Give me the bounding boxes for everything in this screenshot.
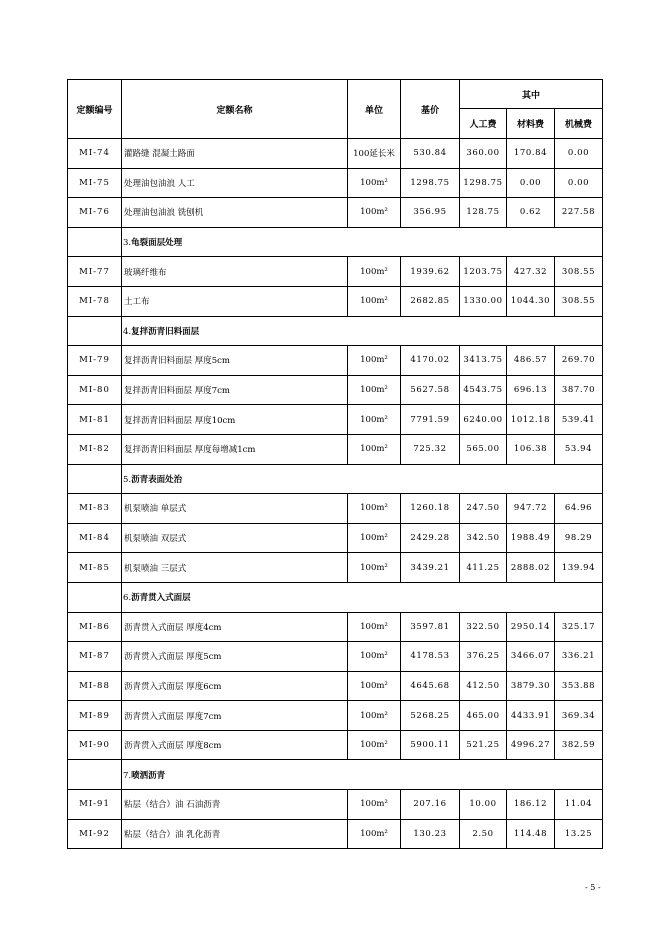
base-price-cell: 1298.75 [401, 168, 460, 198]
base-price-cell: 1260.18 [401, 494, 460, 524]
name-cell: 沥青贯入式面层 厚度4cm [122, 612, 348, 642]
section-code-cell [68, 464, 122, 494]
table-row [68, 434, 603, 464]
name-cell: 机泵喷油 单层式 [122, 494, 348, 524]
machine-cost-cell: 387.70 [555, 375, 603, 405]
table-row [68, 168, 603, 198]
base-price-cell: 4178.53 [401, 642, 460, 672]
labor-cost-cell: 247.50 [460, 494, 507, 524]
table-row [68, 790, 603, 820]
base-price-cell: 356.95 [401, 198, 460, 228]
unit-cell: 100m² [348, 790, 401, 820]
unit-cell: 100m² [348, 819, 401, 849]
material-cost-cell: 170.84 [507, 139, 555, 169]
code-cell: MI-87 [68, 642, 122, 672]
table-row [68, 286, 603, 316]
header-unit: 单位 [348, 80, 401, 139]
material-cost-cell: 3879.30 [507, 671, 555, 701]
machine-cost-cell: 325.17 [555, 612, 603, 642]
table-row [68, 405, 603, 435]
labor-cost-cell: 342.50 [460, 523, 507, 553]
name-cell: 机泵喷油 双层式 [122, 523, 348, 553]
unit-cell: 100m² [348, 701, 401, 731]
code-cell: MI-77 [68, 257, 122, 287]
labor-cost-cell: 128.75 [460, 198, 507, 228]
machine-cost-cell: 269.70 [555, 346, 603, 376]
section-title: 喷洒沥青 [131, 770, 166, 781]
material-cost-cell: 486.57 [507, 346, 555, 376]
material-cost-cell: 106.38 [507, 434, 555, 464]
section-title: 沥青贯入式面层 [131, 593, 191, 604]
code-cell: MI-86 [68, 612, 122, 642]
table-row [68, 494, 603, 524]
unit-cell: 100m² [348, 612, 401, 642]
base-price-cell: 1939.62 [401, 257, 460, 287]
machine-cost-cell: 13.25 [555, 819, 603, 849]
section-number: 7. [123, 770, 132, 781]
labor-cost-cell: 4543.75 [460, 375, 507, 405]
material-cost-cell: 427.32 [507, 257, 555, 287]
unit-cell: 100m² [348, 642, 401, 672]
name-cell: 沥青贯入式面层 厚度6cm [122, 671, 348, 701]
base-price-cell: 725.32 [401, 434, 460, 464]
material-cost-cell: 114.48 [507, 819, 555, 849]
base-price-cell: 5900.11 [401, 730, 460, 760]
material-cost-cell: 1044.30 [507, 286, 555, 316]
code-cell: MI-74 [68, 139, 122, 169]
material-cost-cell: 0.62 [507, 198, 555, 228]
material-cost-cell: 0.00 [507, 168, 555, 198]
unit-cell: 100m² [348, 494, 401, 524]
name-cell: 粘层（结合）油 石油沥青 [122, 790, 348, 820]
code-cell: MI-83 [68, 494, 122, 524]
section-number: 4. [123, 326, 132, 337]
machine-cost-cell: 11.04 [555, 790, 603, 820]
material-cost-cell: 947.72 [507, 494, 555, 524]
section-number: 3. [123, 238, 132, 249]
material-cost-cell: 3466.07 [507, 642, 555, 672]
unit-cell: 100m² [348, 286, 401, 316]
machine-cost-cell: 0.00 [555, 168, 603, 198]
section-row [68, 760, 603, 790]
unit-cell: 100m² [348, 346, 401, 376]
section-code-cell [68, 582, 122, 612]
base-price-cell: 530.84 [401, 139, 460, 169]
table-row [68, 375, 603, 405]
table-row [68, 553, 603, 583]
name-cell: 复拌沥青旧料面层 厚度7cm [122, 375, 348, 405]
code-cell: MI-92 [68, 819, 122, 849]
material-cost-cell: 2950.14 [507, 612, 555, 642]
material-cost-cell: 2888.02 [507, 553, 555, 583]
base-price-cell: 207.16 [401, 790, 460, 820]
unit-cell: 100m² [348, 257, 401, 287]
machine-cost-cell: 53.94 [555, 434, 603, 464]
header-material: 材料费 [507, 109, 555, 139]
base-price-cell: 2682.85 [401, 286, 460, 316]
labor-cost-cell: 565.00 [460, 434, 507, 464]
table-row [68, 346, 603, 376]
unit-cell: 100m² [348, 434, 401, 464]
section-code-cell [68, 760, 122, 790]
name-cell: 处理油包油浪 铣刨机 [122, 198, 348, 228]
machine-cost-cell: 539.41 [555, 405, 603, 435]
code-cell: MI-75 [68, 168, 122, 198]
name-cell: 沥青贯入式面层 厚度8cm [122, 730, 348, 760]
section-title: 复拌沥青旧料面层 [131, 326, 200, 337]
code-cell: MI-81 [68, 405, 122, 435]
base-price-cell: 5268.25 [401, 701, 460, 731]
labor-cost-cell: 1203.75 [460, 257, 507, 287]
labor-cost-cell: 465.00 [460, 701, 507, 731]
labor-cost-cell: 6240.00 [460, 405, 507, 435]
header-labor: 人工费 [460, 109, 507, 139]
material-cost-cell: 696.13 [507, 375, 555, 405]
machine-cost-cell: 0.00 [555, 139, 603, 169]
table-row [68, 523, 603, 553]
name-cell: 复拌沥青旧料面层 厚度5cm [122, 346, 348, 376]
header-code: 定额编号 [68, 80, 122, 139]
code-cell: MI-89 [68, 701, 122, 731]
page-number: - 5 - [585, 883, 601, 892]
material-cost-cell: 1012.18 [507, 405, 555, 435]
header-of-which: 其中 [460, 80, 603, 109]
section-row [68, 227, 603, 257]
table-row [68, 730, 603, 760]
table-body [68, 139, 603, 849]
code-cell: MI-88 [68, 671, 122, 701]
material-cost-cell: 1988.49 [507, 523, 555, 553]
section-code-cell [68, 227, 122, 257]
name-cell: 复拌沥青旧料面层 厚度每增减1cm [122, 434, 348, 464]
machine-cost-cell: 308.55 [555, 257, 603, 287]
name-cell: 处理油包油浪 人工 [122, 168, 348, 198]
section-title-cell [122, 464, 603, 494]
machine-cost-cell: 139.94 [555, 553, 603, 583]
table-row [68, 701, 603, 731]
labor-cost-cell: 412.50 [460, 671, 507, 701]
code-cell: MI-79 [68, 346, 122, 376]
name-cell: 玻璃纤维布 [122, 257, 348, 287]
machine-cost-cell: 382.59 [555, 730, 603, 760]
unit-cell: 100m² [348, 730, 401, 760]
code-cell: MI-85 [68, 553, 122, 583]
base-price-cell: 3597.81 [401, 612, 460, 642]
quota-table-container [67, 79, 602, 849]
name-cell: 粘层（结合）油 乳化沥青 [122, 819, 348, 849]
unit-cell: 100m² [348, 405, 401, 435]
section-title: 龟裂面层处理 [131, 238, 183, 249]
table-row [68, 612, 603, 642]
base-price-cell: 4170.02 [401, 346, 460, 376]
base-price-cell: 2429.28 [401, 523, 460, 553]
machine-cost-cell: 369.34 [555, 701, 603, 731]
machine-cost-cell: 308.55 [555, 286, 603, 316]
code-cell: MI-91 [68, 790, 122, 820]
section-number: 6. [123, 593, 132, 604]
section-title-cell [122, 582, 603, 612]
unit-cell: 100m² [348, 553, 401, 583]
section-code-cell [68, 316, 122, 346]
labor-cost-cell: 1330.00 [460, 286, 507, 316]
section-number: 5. [123, 474, 132, 485]
base-price-cell: 3439.21 [401, 553, 460, 583]
code-cell: MI-84 [68, 523, 122, 553]
name-cell: 复拌沥青旧料面层 厚度10cm [122, 405, 348, 435]
base-price-cell: 7791.59 [401, 405, 460, 435]
machine-cost-cell: 353.88 [555, 671, 603, 701]
labor-cost-cell: 3413.75 [460, 346, 507, 376]
quota-table [67, 79, 603, 849]
unit-cell: 100m² [348, 671, 401, 701]
section-title-cell [122, 760, 603, 790]
unit-cell: 100m² [348, 523, 401, 553]
table-row [68, 198, 603, 228]
name-cell: 灌路缝 混凝土路面 [122, 139, 348, 169]
unit-cell: 100m² [348, 168, 401, 198]
machine-cost-cell: 98.29 [555, 523, 603, 553]
section-row [68, 464, 603, 494]
base-price-cell: 4645.68 [401, 671, 460, 701]
machine-cost-cell: 227.58 [555, 198, 603, 228]
name-cell: 土工布 [122, 286, 348, 316]
section-title-cell [122, 227, 603, 257]
section-title-cell [122, 316, 603, 346]
labor-cost-cell: 360.00 [460, 139, 507, 169]
table-row [68, 642, 603, 672]
section-row [68, 582, 603, 612]
unit-cell: 100m² [348, 198, 401, 228]
table-row [68, 139, 603, 169]
table-row [68, 671, 603, 701]
material-cost-cell: 4996.27 [507, 730, 555, 760]
code-cell: MI-82 [68, 434, 122, 464]
code-cell: MI-80 [68, 375, 122, 405]
code-cell: MI-78 [68, 286, 122, 316]
machine-cost-cell: 64.96 [555, 494, 603, 524]
material-cost-cell: 186.12 [507, 790, 555, 820]
name-cell: 沥青贯入式面层 厚度5cm [122, 642, 348, 672]
header-machine: 机械费 [555, 109, 603, 139]
material-cost-cell: 4433.91 [507, 701, 555, 731]
code-cell: MI-76 [68, 198, 122, 228]
base-price-cell: 5627.58 [401, 375, 460, 405]
header-base-price: 基价 [401, 80, 460, 139]
base-price-cell: 130.23 [401, 819, 460, 849]
section-title: 沥青表面处治 [131, 474, 183, 485]
machine-cost-cell: 336.21 [555, 642, 603, 672]
header-name: 定额名称 [122, 80, 348, 139]
table-row [68, 819, 603, 849]
section-row [68, 316, 603, 346]
labor-cost-cell: 521.25 [460, 730, 507, 760]
labor-cost-cell: 10.00 [460, 790, 507, 820]
labor-cost-cell: 2.50 [460, 819, 507, 849]
labor-cost-cell: 411.25 [460, 553, 507, 583]
code-cell: MI-90 [68, 730, 122, 760]
table-header [68, 80, 603, 139]
name-cell: 机泵喷油 三层式 [122, 553, 348, 583]
labor-cost-cell: 1298.75 [460, 168, 507, 198]
unit-cell: 100m² [348, 375, 401, 405]
unit-cell: 100延长米 [348, 139, 401, 169]
labor-cost-cell: 376.25 [460, 642, 507, 672]
labor-cost-cell: 322.50 [460, 612, 507, 642]
table-row [68, 257, 603, 287]
name-cell: 沥青贯入式面层 厚度7cm [122, 701, 348, 731]
